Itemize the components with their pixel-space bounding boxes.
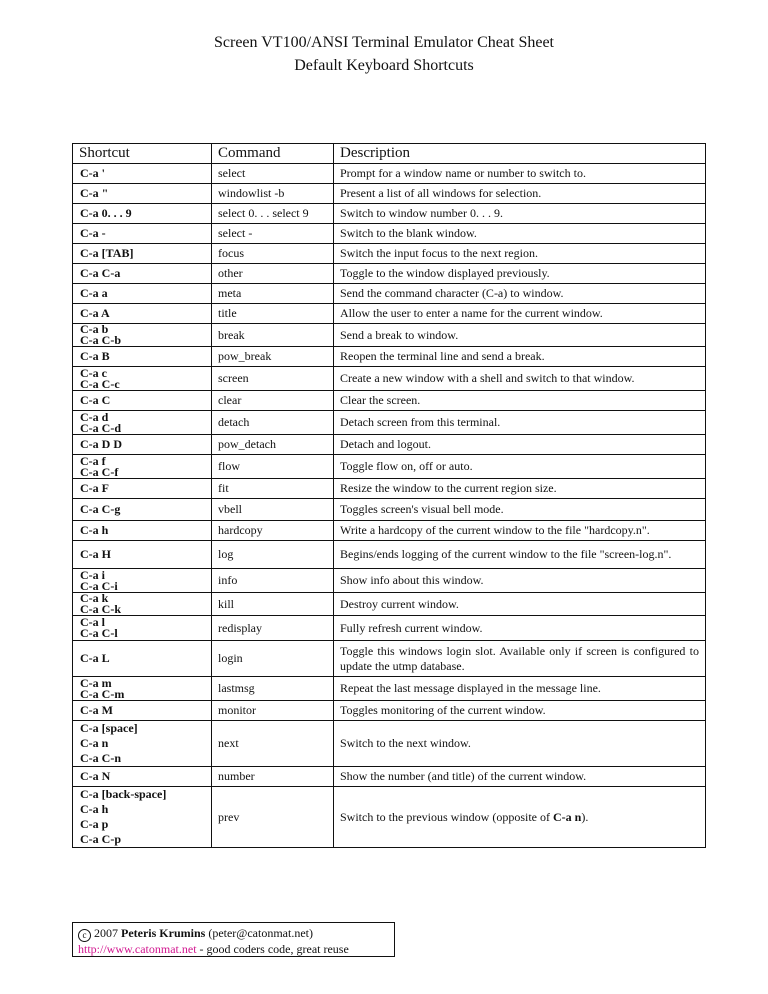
description-cell bbox=[334, 367, 706, 391]
footer-email: (peter@catonmat.net) bbox=[208, 926, 313, 940]
table-row bbox=[73, 641, 706, 677]
shortcut-cell bbox=[73, 264, 212, 284]
shortcut-key: C-a b bbox=[80, 323, 109, 336]
command-cell: log bbox=[212, 541, 334, 569]
command-cell: screen bbox=[212, 367, 334, 391]
header-command: Command bbox=[212, 144, 334, 164]
description-cell bbox=[334, 701, 706, 721]
shortcut-key: C-a - bbox=[80, 226, 106, 240]
shortcut-key: C-a N bbox=[80, 769, 111, 783]
shortcut-key: C-a p bbox=[80, 817, 109, 831]
shortcut-key: C-a C-p bbox=[80, 832, 121, 846]
shortcut-key: C-a M bbox=[80, 703, 113, 717]
description-cell bbox=[334, 244, 706, 264]
header-shortcut: Shortcut bbox=[73, 144, 212, 164]
shortcut-key: C-a f bbox=[80, 454, 106, 468]
description-cell bbox=[334, 347, 706, 367]
shortcut-key: C-a ' bbox=[80, 166, 105, 180]
shortcuts-table bbox=[72, 143, 706, 848]
shortcut-key: C-a [back-space] bbox=[80, 787, 167, 801]
description-text: Send a break to window. bbox=[340, 327, 459, 342]
description-after: ). bbox=[581, 809, 589, 824]
description-cell bbox=[334, 787, 706, 848]
shortcut-key: C-a a bbox=[80, 286, 108, 300]
table-row bbox=[73, 701, 706, 721]
description-text: Present a list of all windows for selection. bbox=[340, 186, 542, 200]
table-row bbox=[73, 284, 706, 304]
footer-tagline: - good coders code, great reuse bbox=[196, 942, 349, 956]
table-row bbox=[73, 347, 706, 367]
shortcut-cell bbox=[73, 521, 212, 541]
table-row bbox=[73, 244, 706, 264]
shortcut-key: C-a H bbox=[80, 547, 111, 561]
table-row bbox=[73, 541, 706, 569]
command-cell: focus bbox=[212, 244, 334, 264]
description-cell bbox=[334, 541, 706, 569]
description-text: Switch to window number 0. . . 9. bbox=[340, 206, 503, 220]
command-cell: clear bbox=[212, 391, 334, 411]
shortcut-cell bbox=[73, 435, 212, 455]
command-cell: info bbox=[212, 569, 334, 593]
description-cell bbox=[334, 455, 706, 479]
table-row bbox=[73, 569, 706, 593]
shortcut-key: C-a l bbox=[80, 615, 105, 629]
table-row bbox=[73, 499, 706, 521]
table-row bbox=[73, 616, 706, 641]
shortcut-key: C-a h bbox=[80, 802, 109, 816]
shortcut-cell bbox=[73, 284, 212, 304]
description-text: Write a hardcopy of the current window to the file "hardcopy.n". bbox=[340, 523, 650, 537]
footer-url-link[interactable]: http://www.catonmat.net bbox=[78, 942, 197, 956]
shortcut-cell bbox=[73, 304, 212, 324]
command-cell: select 0. . . select 9 bbox=[212, 204, 334, 224]
description-text: Toggles screen's visual bell mode. bbox=[340, 502, 504, 516]
description-text: Show the number (and title) of the current window. bbox=[340, 769, 587, 783]
command-cell: pow_break bbox=[212, 347, 334, 367]
shortcut-key: C-a C-m bbox=[80, 686, 125, 701]
shortcut-key: C-a C-i bbox=[80, 578, 118, 593]
table-row bbox=[73, 224, 706, 244]
description-cell bbox=[334, 184, 706, 204]
table-row bbox=[73, 411, 706, 435]
command-cell: meta bbox=[212, 284, 334, 304]
shortcut-cell bbox=[73, 541, 212, 569]
description-cell bbox=[334, 593, 706, 616]
table-row bbox=[73, 455, 706, 479]
description-text: Toggle this windows login slot. Available only if screen is configured to update the utmp database. bbox=[340, 643, 699, 673]
command-cell: flow bbox=[212, 455, 334, 479]
shortcut-key: C-a k bbox=[80, 592, 109, 605]
shortcut-key: C-a h bbox=[80, 523, 109, 537]
shortcut-key: C-a C bbox=[80, 393, 111, 407]
description-bold: C-a n bbox=[552, 809, 582, 824]
command-cell: select bbox=[212, 164, 334, 184]
shortcut-cell bbox=[73, 479, 212, 499]
description-text: Switch the input focus to the next region. bbox=[340, 246, 538, 260]
shortcut-cell bbox=[73, 347, 212, 367]
shortcut-cell bbox=[73, 244, 212, 264]
shortcut-cell bbox=[73, 499, 212, 521]
description-text: Repeat the last message displayed in the message line. bbox=[340, 681, 601, 695]
shortcut-key: C-a C-b bbox=[80, 333, 121, 347]
description-text: Begins/ends logging of the current window to the file "screen-log.n". bbox=[340, 547, 672, 561]
shortcut-key: C-a C-n bbox=[80, 751, 121, 765]
shortcut-key: C-a 0. . . 9 bbox=[80, 206, 132, 220]
shortcut-key: C-a m bbox=[80, 676, 112, 690]
description-text: Detach and logout. bbox=[340, 437, 431, 451]
table-row bbox=[73, 593, 706, 616]
shortcut-key: C-a c bbox=[80, 366, 107, 380]
description-cell bbox=[334, 324, 706, 347]
shortcut-key: C-a F bbox=[80, 481, 109, 495]
description-cell bbox=[334, 499, 706, 521]
page-title: Screen VT100/ANSI Terminal Emulator Cheat Sheet bbox=[214, 34, 554, 51]
shortcut-key: C-a " bbox=[80, 186, 109, 200]
shortcut-cell bbox=[73, 184, 212, 204]
shortcut-cell bbox=[73, 164, 212, 184]
command-cell: detach bbox=[212, 411, 334, 435]
command-cell: redisplay bbox=[212, 616, 334, 641]
shortcut-key: C-a A bbox=[80, 306, 110, 320]
description-cell bbox=[334, 164, 706, 184]
table-row bbox=[73, 721, 706, 767]
command-cell: break bbox=[212, 324, 334, 347]
description-text: Switch to the previous window (opposite of bbox=[340, 809, 553, 824]
shortcut-key: C-a d bbox=[80, 410, 109, 424]
copyright-icon: c bbox=[78, 929, 91, 942]
description-cell bbox=[334, 479, 706, 499]
shortcut-key: C-a B bbox=[80, 349, 110, 363]
description-text: Destroy current window. bbox=[340, 596, 459, 611]
table-row bbox=[73, 787, 706, 848]
shortcut-cell bbox=[73, 593, 212, 616]
description-text: Fully refresh current window. bbox=[340, 620, 483, 635]
description-cell bbox=[334, 569, 706, 593]
description-cell bbox=[334, 304, 706, 324]
shortcut-key: C-a [TAB] bbox=[80, 246, 134, 260]
command-cell: other bbox=[212, 264, 334, 284]
description-cell bbox=[334, 224, 706, 244]
description-cell bbox=[334, 767, 706, 787]
description-text: Switch to the blank window. bbox=[340, 226, 477, 240]
shortcut-cell bbox=[73, 721, 212, 767]
table-row bbox=[73, 767, 706, 787]
description-cell bbox=[334, 616, 706, 641]
description-cell bbox=[334, 521, 706, 541]
description-text: Prompt for a window name or number to switch to. bbox=[340, 166, 586, 180]
description-cell bbox=[334, 411, 706, 435]
shortcut-cell bbox=[73, 391, 212, 411]
shortcut-cell bbox=[73, 767, 212, 787]
footer-credits bbox=[72, 922, 395, 957]
description-text: Show info about this window. bbox=[340, 573, 484, 587]
command-cell: fit bbox=[212, 479, 334, 499]
header-description: Description bbox=[334, 144, 706, 164]
shortcut-cell bbox=[73, 204, 212, 224]
shortcut-cell bbox=[73, 641, 212, 677]
command-cell: title bbox=[212, 304, 334, 324]
shortcut-key: C-a C-d bbox=[80, 420, 121, 435]
table-row bbox=[73, 391, 706, 411]
command-cell: prev bbox=[212, 787, 334, 848]
shortcut-cell bbox=[73, 677, 212, 701]
shortcut-cell bbox=[73, 367, 212, 391]
table-row bbox=[73, 677, 706, 701]
command-cell: lastmsg bbox=[212, 677, 334, 701]
description-text: Detach screen from this terminal. bbox=[340, 415, 501, 429]
description-text: Toggle flow on, off or auto. bbox=[340, 459, 473, 473]
description-text: Switch to the next window. bbox=[340, 736, 471, 750]
description-cell bbox=[334, 204, 706, 224]
command-cell: select - bbox=[212, 224, 334, 244]
shortcut-key: C-a C-k bbox=[80, 602, 121, 616]
shortcut-cell bbox=[73, 787, 212, 848]
table-row bbox=[73, 324, 706, 347]
description-cell bbox=[334, 391, 706, 411]
command-cell: pow_detach bbox=[212, 435, 334, 455]
description-text: Toggle to the window displayed previously. bbox=[340, 266, 550, 280]
table-row bbox=[73, 479, 706, 499]
description-cell bbox=[334, 435, 706, 455]
shortcut-cell bbox=[73, 701, 212, 721]
description-text: Toggles monitoring of the current window. bbox=[340, 703, 546, 717]
description-cell bbox=[334, 284, 706, 304]
shortcut-cell bbox=[73, 224, 212, 244]
footer-year: 2007 bbox=[94, 926, 118, 940]
description-text: Clear the screen. bbox=[340, 393, 421, 407]
description-cell bbox=[334, 721, 706, 767]
command-cell: number bbox=[212, 767, 334, 787]
description-text: Send the command character (C-a) to window. bbox=[340, 286, 564, 300]
table-header-row bbox=[73, 144, 706, 164]
shortcut-cell bbox=[73, 569, 212, 593]
description-text: Allow the user to enter a name for the current window. bbox=[340, 306, 603, 320]
command-cell: kill bbox=[212, 593, 334, 616]
command-cell: windowlist -b bbox=[212, 184, 334, 204]
description-cell bbox=[334, 641, 706, 677]
shortcut-key: C-a n bbox=[80, 736, 109, 750]
description-cell bbox=[334, 677, 706, 701]
table-row bbox=[73, 304, 706, 324]
shortcut-key: C-a [space] bbox=[80, 721, 138, 735]
shortcut-key: C-a D D bbox=[80, 437, 122, 451]
table-row bbox=[73, 521, 706, 541]
command-cell: monitor bbox=[212, 701, 334, 721]
shortcut-cell bbox=[73, 616, 212, 641]
description-text: Create a new window with a shell and switch to that window. bbox=[340, 371, 635, 385]
shortcut-key: C-a C-g bbox=[80, 502, 121, 516]
description-cell bbox=[334, 264, 706, 284]
footer-author: Peteris Krumins bbox=[121, 926, 206, 940]
page-subtitle: Default Keyboard Shortcuts bbox=[294, 57, 474, 74]
description-text: Resize the window to the current region size. bbox=[340, 481, 557, 495]
table-row bbox=[73, 204, 706, 224]
shortcut-cell bbox=[73, 455, 212, 479]
table-row bbox=[73, 184, 706, 204]
shortcut-key: C-a C-c bbox=[80, 376, 120, 391]
table-row bbox=[73, 435, 706, 455]
shortcut-key: C-a C-f bbox=[80, 464, 119, 479]
shortcut-key: C-a C-l bbox=[80, 626, 118, 640]
shortcut-key: C-a L bbox=[80, 651, 110, 665]
description-text: Reopen the terminal line and send a break. bbox=[340, 349, 545, 363]
shortcut-cell bbox=[73, 324, 212, 347]
shortcut-cell bbox=[73, 411, 212, 435]
command-cell: login bbox=[212, 641, 334, 677]
table-row bbox=[73, 367, 706, 391]
command-cell: vbell bbox=[212, 499, 334, 521]
command-cell: next bbox=[212, 721, 334, 767]
command-cell: hardcopy bbox=[212, 521, 334, 541]
shortcut-key: C-a C-a bbox=[80, 266, 121, 280]
table-row bbox=[73, 164, 706, 184]
shortcut-key: C-a i bbox=[80, 568, 105, 582]
table-row bbox=[73, 264, 706, 284]
